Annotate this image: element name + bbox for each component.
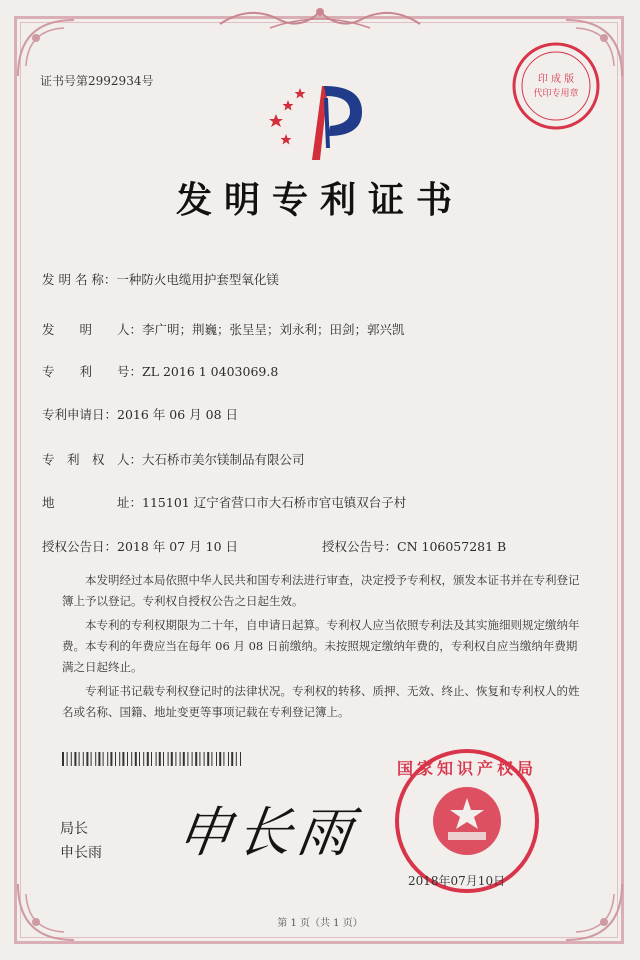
seal-date: 2018年07月10日: [408, 874, 506, 888]
certificate-number-value: 2992934: [88, 74, 142, 88]
director-name-label: 申长雨: [60, 845, 102, 861]
body-paragraph-3: 专利证书记载专利权登记时的法律状况。专利权的转移、质押、无效、终止、恢复和专利权人的姓名或名称、国籍、地址变更等事项记载在专利登记簿上。: [62, 684, 580, 719]
filing-date-value: 2016 年 06 月 08 日: [117, 407, 239, 422]
filing-date-row: [42, 405, 238, 423]
certificate-number-suffix: 号: [141, 74, 154, 88]
certificate-body: [62, 570, 582, 726]
invention-name-value: 一种防火电缆用护套型氧化镁: [116, 272, 279, 287]
inventor-row: [42, 320, 405, 338]
address-row: [42, 493, 406, 511]
barcode: [62, 752, 242, 766]
director-signature: 申长雨: [173, 801, 362, 864]
address-label: 地 址：: [42, 495, 143, 510]
inventor-label: 发 明 人：: [42, 322, 143, 337]
grant-date-row: [42, 537, 238, 555]
filing-date-label: 专利申请日：: [42, 407, 118, 422]
certificate-number-label: 证书号第: [40, 74, 89, 88]
top-ornament: [210, 2, 430, 32]
publisher-stamp-icon: [508, 38, 604, 134]
grant-number-value: CN 106057281 B: [397, 539, 507, 554]
certificate-title: 发明专利证书: [175, 179, 464, 221]
patentee-row: [42, 450, 305, 468]
inventor-value: 李广明；荆巍；张呈呈；刘永利；田剑；郭兴凯: [142, 322, 405, 337]
address-value: 115101 辽宁省营口市大石桥市官屯镇双台子村: [142, 495, 407, 510]
invention-name-label: 发 明 名 称：: [42, 272, 117, 287]
stamp-text-line2: 代印专用章: [533, 89, 579, 99]
grant-date-value: 2018 年 07 月 10 日: [117, 539, 239, 554]
grant-number-row: [322, 537, 506, 555]
page-footer: 第 1 页（共 1 页）: [277, 918, 363, 929]
patent-number-row: [42, 362, 278, 380]
body-paragraph-2: 本专利的专利权期限为二十年，自申请日起算。专利权人应当依照专利法及其实施细则规定缴纳年费。本专利的年费应当在每年 06 月 08 日前缴纳。未按照规定缴纳年费的，专利权自应当缴纳年费期满之日起终止。: [62, 618, 580, 674]
grant-date-label: 授权公告日：: [42, 539, 118, 554]
stamp-text-line1: 印 成 版: [537, 74, 575, 85]
patent-number-value: ZL 2016 1 0403069.8: [142, 364, 279, 379]
seal-text: 国家知识产权局: [396, 759, 537, 778]
grant-number-label: 授权公告号：: [322, 539, 398, 554]
invention-name-row: [42, 270, 279, 288]
patent-number-label: 专 利 号：: [42, 364, 143, 379]
patentee-label: 专 利 权 人：: [42, 452, 143, 467]
director-title-label: 局长: [60, 821, 88, 837]
patent-office-logo-icon: [266, 78, 376, 164]
corner-ornament-bottom-right: [556, 874, 626, 944]
patentee-value: 大石桥市美尔镁制品有限公司: [142, 452, 305, 467]
body-paragraph-1: 本发明经过本局依照中华人民共和国专利法进行审查，决定授予专利权，颁发本证书并在专利登记簿上予以登记。专利权自授权公告之日起生效。: [62, 573, 580, 608]
corner-ornament-bottom-left: [14, 874, 84, 944]
certificate-number: [40, 72, 153, 89]
